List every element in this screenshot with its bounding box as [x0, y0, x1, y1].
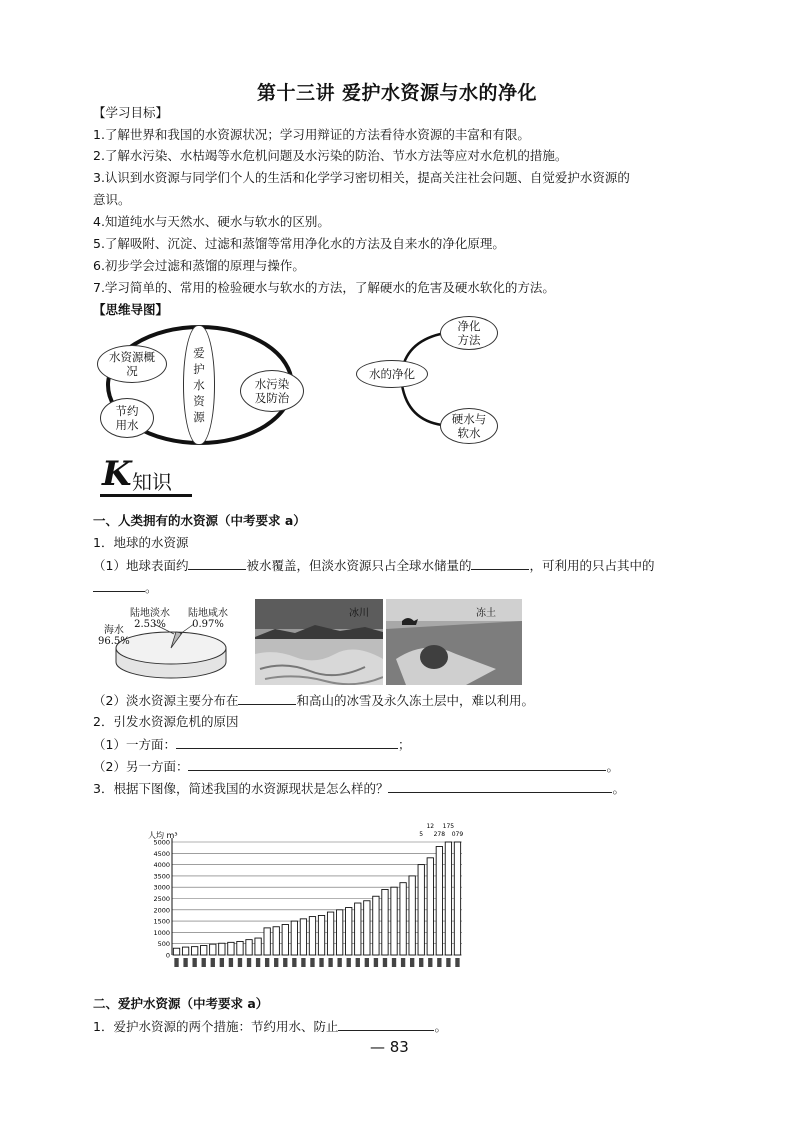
chart-bar [309, 917, 315, 955]
chart-bar [364, 901, 370, 955]
answer-blank[interactable] [338, 1018, 434, 1031]
chart-bar [237, 941, 243, 955]
chart-ytick-label: 2500 [153, 895, 170, 903]
chart-bar [228, 942, 234, 955]
chart-top-label: 175 [442, 823, 455, 830]
chart-xtick-mark [256, 958, 260, 967]
chart-xtick-mark [446, 958, 450, 967]
chart-top-label: 5 [419, 831, 424, 838]
mindmap-center-right [356, 360, 428, 388]
section2-heading: 二、爱护水资源（中考要求 a） [93, 996, 269, 1011]
q2-text-a: （2）淡水资源主要分布在 [93, 693, 239, 708]
mindmap-node-label: 节约用水 [115, 404, 139, 432]
per-capita-water-chart [140, 800, 470, 980]
section1-sub2: 2．引发水资源危机的原因 [93, 714, 239, 729]
chart-xtick-mark [374, 958, 378, 967]
mindmap-node-label: 水污染及防治 [254, 377, 290, 405]
answer-blank[interactable] [238, 692, 296, 705]
chart-bar [327, 912, 333, 955]
mindmap-node-water-overview [97, 345, 167, 383]
knowledge-letter: K [102, 454, 132, 494]
knowledge-text: 知识 [132, 470, 172, 494]
chart-bar [210, 944, 216, 955]
answer-blank[interactable] [388, 780, 612, 793]
chart-xtick-mark [301, 958, 305, 967]
section1-sub3 [93, 780, 625, 797]
objective-item: 6.初步学会过滤和蒸馏的原理与操作。 [93, 258, 305, 273]
chart-xtick-mark [356, 958, 360, 967]
chart-bar [427, 858, 433, 955]
chart-ytick-label: 1500 [153, 917, 170, 926]
chart-xtick-mark [428, 958, 432, 967]
mindmap-heading: 【思维导图】 [93, 302, 169, 317]
chart-bar [400, 883, 406, 955]
objective-item: 4.知道纯水与天然水、硬水与软水的区别。 [93, 214, 330, 229]
mindmap-node-save-water [100, 398, 154, 438]
mindmap-node-hard-soft [440, 408, 498, 444]
chart-xtick-mark [392, 958, 396, 967]
pie-label-sea [98, 625, 130, 647]
section2-item1 [93, 1018, 447, 1035]
question-2 [93, 692, 534, 709]
item1-end: 。 [434, 1019, 447, 1034]
chart-xtick-mark [365, 958, 369, 967]
pie-label-land-salt [188, 608, 228, 630]
q1-text-a: （1）地球表面约 [93, 558, 189, 573]
objective-item: 5.了解吸附、沉淀、过滤和蒸馏等常用净化水的方法及自来水的净化原理。 [93, 236, 505, 251]
pie-label-name: 陆地淡水 [130, 608, 170, 619]
chart-bar [291, 921, 297, 955]
chart-bar [318, 915, 324, 955]
section1-sub1: 1．地球的水资源 [93, 535, 189, 550]
chart-ytick-label: 3000 [153, 883, 170, 892]
chart-bar [454, 842, 460, 955]
answer-blank[interactable] [188, 758, 606, 771]
item1-text: 1．爱护水资源的两个措施：节约用水、防止 [93, 1019, 339, 1034]
chart-xtick-mark [265, 958, 269, 967]
chart-bar [246, 940, 252, 955]
chart-xtick-mark [192, 958, 196, 967]
mindmap-node-label: 硬水与软水 [451, 412, 487, 440]
chart-ytick-label: 500 [157, 940, 170, 949]
chart-xtick-mark [274, 958, 278, 967]
sub3-text: 3．根据下图像，简述我国的水资源现状是怎么样的？ [93, 781, 389, 796]
objective-item: 1.了解世界和我国的水资源状况；学习用辩证的方法看待水资源的丰富和有限。 [93, 127, 530, 142]
mindmap-node-purify-methods [440, 316, 498, 350]
q2-text-b: 和高山的冰雪及永久冻土层中，难以利用。 [296, 693, 534, 708]
reason-1-label: （1）一方面： [93, 737, 176, 752]
q1-text-b: 被水覆盖，但淡水资源只占全球水储量的 [246, 558, 472, 573]
chart-bar [264, 928, 270, 955]
chart-bar [255, 938, 261, 955]
chart-bar [418, 865, 424, 955]
reason-2-end: 。 [606, 759, 619, 774]
chart-ylabel: 人均 m³ [148, 831, 178, 840]
chart-ytick-label: 5000 [153, 838, 170, 847]
objective-item: 2.了解水污染、水枯竭等水危机问题及水污染的防治、节水方法等应对水危机的措施。 [93, 148, 568, 163]
chart-xtick-mark [238, 958, 242, 967]
question-1-continued [93, 579, 158, 596]
page-title: 第十三讲 爱护水资源与水的净化 [256, 82, 538, 104]
chart-xtick-mark [310, 958, 314, 967]
chart-bar [436, 847, 442, 955]
chart-bar [409, 876, 415, 955]
sub3-end: 。 [612, 781, 625, 796]
section1-heading: 一、人类拥有的水资源（中考要求 a） [93, 513, 306, 528]
chart-bar [282, 924, 288, 955]
page-number: — 83 [370, 1038, 409, 1056]
chart-xtick-mark [283, 958, 287, 967]
chart-ytick-label: 4000 [153, 861, 170, 870]
objective-item: 意识。 [93, 192, 131, 207]
objective-item: 7.学习简单的、常用的检验硬水与软水的方法，了解硬水的危害及硬水软化的方法。 [93, 280, 555, 295]
chart-ytick-label: 1000 [153, 928, 170, 937]
reason-1 [93, 736, 410, 753]
chart-xtick-mark [419, 958, 423, 967]
reason-1-end: ； [397, 737, 411, 752]
chart-ytick-label: 2000 [153, 906, 170, 915]
chart-xtick-mark [247, 958, 251, 967]
permafrost-label: 冻土 [476, 608, 496, 619]
chart-bar [373, 896, 379, 955]
chart-bar [300, 919, 306, 955]
chart-xtick-mark [229, 958, 233, 967]
chart-bar [173, 948, 179, 955]
chart-bar [219, 943, 225, 955]
chart-bar [201, 946, 207, 955]
mindmap-node-label: 净化方法 [457, 319, 481, 347]
reason-2-label: （2）另一方面： [93, 759, 189, 774]
answer-blank[interactable] [188, 557, 246, 570]
chart-bar [336, 910, 342, 955]
chart-xtick-mark [401, 958, 405, 967]
chart-xtick-mark [174, 958, 178, 967]
pie-label-value: 96.5% [98, 636, 130, 647]
permafrost-photo [386, 599, 522, 685]
mindmap-node-label: 水资源概况 [109, 350, 155, 378]
chart-ytick-label: 3500 [153, 872, 170, 881]
chart-ytick-label: 0 [165, 951, 170, 960]
chart-xtick-mark [455, 958, 459, 967]
chart-top-label: 278 [433, 831, 446, 838]
chart-bar [391, 887, 397, 955]
chart-xtick-mark [292, 958, 296, 967]
chart-xtick-mark [183, 958, 187, 967]
chart-bar [445, 842, 451, 955]
chart-xtick-mark [202, 958, 206, 967]
q1-text-d: 。 [145, 580, 158, 595]
chart-top-label: 079 [451, 831, 464, 838]
chart-xtick-mark [437, 958, 441, 967]
chart-bar [191, 947, 197, 955]
chart-xtick-mark [337, 958, 341, 967]
pie-label-name: 陆地咸水 [188, 608, 228, 619]
mindmap-node-label: 水的净化 [369, 367, 415, 381]
chart-top-label: 12 [426, 823, 435, 830]
objectives-heading: 【学习目标】 [93, 105, 169, 120]
mindmap-node-label: 爱护水资源 [193, 346, 205, 424]
chart-xtick-mark [410, 958, 414, 967]
chart-bar [346, 908, 352, 955]
chart-xtick-mark [383, 958, 387, 967]
question-1 [93, 557, 655, 574]
chart-bar [382, 889, 388, 955]
reason-2 [93, 758, 619, 775]
pie-label-value: 0.97% [192, 619, 224, 630]
mindmap-center-left [183, 325, 215, 445]
chart-xtick-mark [319, 958, 323, 967]
answer-blank[interactable] [93, 579, 145, 592]
q1-text-c: ，可利用的只占其中的 [529, 558, 655, 573]
glacier-label: 冰川 [349, 608, 369, 619]
objective-item: 3.认识到水资源与同学们个人的生活和化学学习密切相关，提高关注社会问题、自觉爱护水资源的 [93, 170, 630, 185]
answer-blank[interactable] [471, 557, 529, 570]
chart-bar [273, 927, 279, 955]
chart-ytick-label: 4500 [153, 849, 170, 858]
pie-label-name: 海水 [103, 625, 124, 636]
chart-xtick-mark [220, 958, 224, 967]
pie-label-value: 2.53% [134, 619, 166, 630]
knowledge-banner [100, 454, 200, 498]
chart-bar [182, 947, 188, 955]
chart-xtick-mark [211, 958, 215, 967]
knowledge-underline [100, 494, 192, 497]
pie-label-land-fresh [130, 608, 170, 630]
chart-bar [355, 903, 361, 955]
answer-blank[interactable] [176, 736, 398, 749]
chart-xtick-mark [347, 958, 351, 967]
mindmap-node-pollution [240, 370, 304, 412]
chart-xtick-mark [328, 958, 332, 967]
